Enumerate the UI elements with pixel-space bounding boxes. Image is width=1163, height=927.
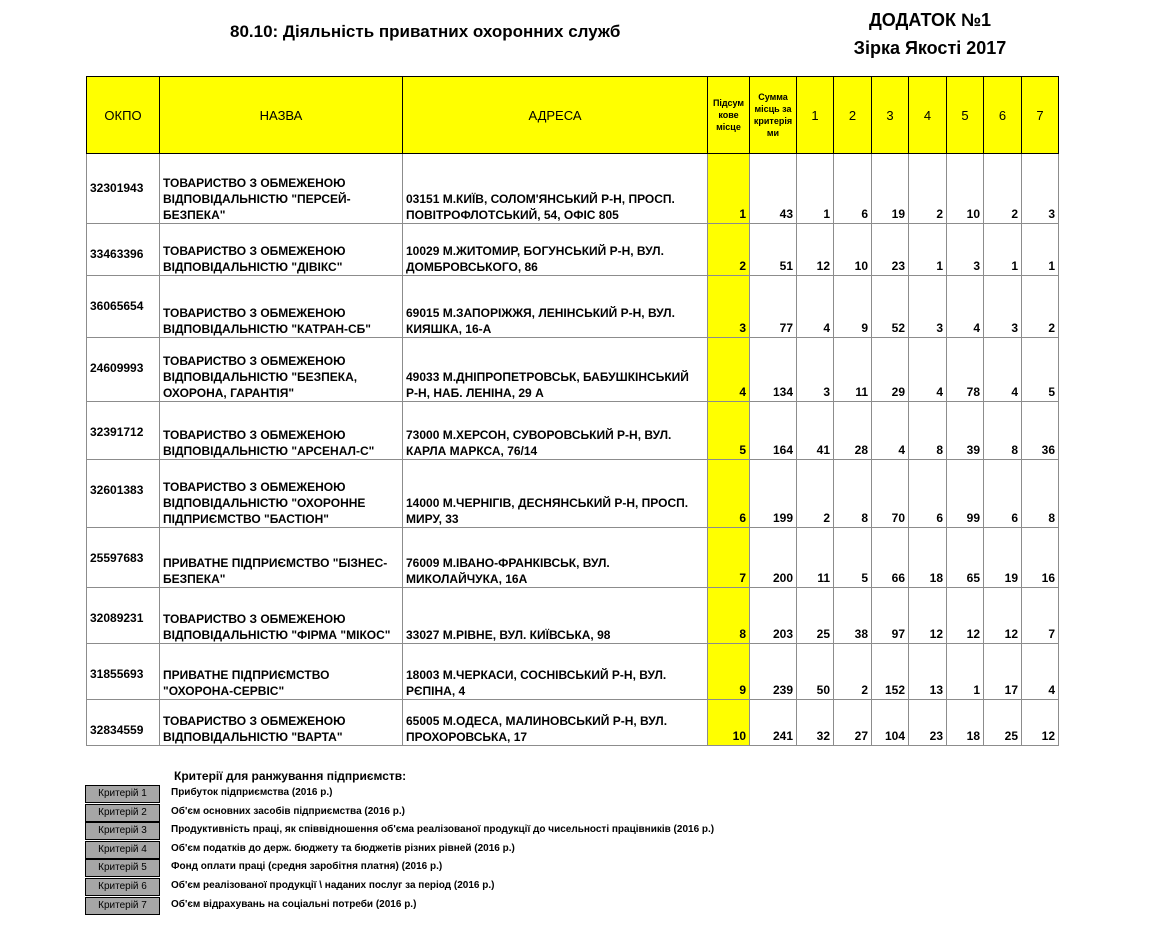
okpo-cell: 32391712 [87,402,160,460]
criterion-4-cell: 12 [909,588,947,644]
criterion-1-cell: 12 [797,224,834,276]
criterion-label: Критерій 4 [85,841,160,859]
okpo-cell: 31855693 [87,644,160,700]
criterion-1-cell: 32 [797,700,834,746]
okpo-cell: 25597683 [87,528,160,588]
criterion-description: Об'єм податків до держ. бюджету та бюджетів різних рівней (2016 р.) [171,842,515,854]
sum-of-places-cell: 241 [750,700,797,746]
criterion-2-cell: 11 [834,338,872,402]
criterion-4-cell: 6 [909,460,947,528]
header-criterion-7: 7 [1022,77,1059,154]
criterion-4-cell: 8 [909,402,947,460]
criterion-description: Об'єм основних засобів підприємства (2016 р.) [171,805,405,817]
header-criterion-6: 6 [984,77,1022,154]
header-final-rank: Підсум кове місце [708,77,750,154]
criterion-3-cell: 66 [872,528,909,588]
criterion-legend-item [85,878,1085,896]
header-name: НАЗВА [160,77,403,154]
criterion-3-cell: 19 [872,154,909,224]
criterion-2-cell: 8 [834,460,872,528]
final-rank-cell: 10 [708,700,750,746]
criterion-4-cell: 18 [909,528,947,588]
address-cell: 03151 М.КИЇВ, СОЛОМ'ЯНСЬКИЙ Р-Н, ПРОСП. ПОВІТРОФЛОТСЬКИЙ, 54, ОФІС 805 [403,154,708,224]
sum-of-places-cell: 239 [750,644,797,700]
company-name-cell: ТОВАРИСТВО З ОБМЕЖЕНОЮ ВІДПОВІДАЛЬНІСТЮ "ПЕРСЕЙ-БЕЗПЕКА" [160,154,403,224]
header-criterion-3: 3 [872,77,909,154]
address-cell: 33027 М.РІВНЕ, ВУЛ. КИЇВСЬКА, 98 [403,588,708,644]
address-cell: 65005 М.ОДЕСА, МАЛИНОВСЬКИЙ Р-Н, ВУЛ. ПРОХОРОВСЬКА, 17 [403,700,708,746]
criterion-3-cell: 104 [872,700,909,746]
criterion-3-cell: 52 [872,276,909,338]
criterion-5-cell: 1 [947,644,984,700]
header-sum-of-places: Сумма місць за критерія ми [750,77,797,154]
criterion-6-cell: 25 [984,700,1022,746]
criterion-5-cell: 10 [947,154,984,224]
final-rank-cell: 9 [708,644,750,700]
criterion-1-cell: 11 [797,528,834,588]
table-row [87,588,1059,644]
criterion-3-cell: 152 [872,644,909,700]
final-rank-cell: 8 [708,588,750,644]
criterion-2-cell: 38 [834,588,872,644]
criterion-description: Об'єм реалізованої продукції \ наданих послуг за період (2016 р.) [171,880,495,891]
criterion-legend-item [85,822,1085,840]
ranking-table [86,76,1059,746]
criterion-3-cell: 70 [872,460,909,528]
criterion-6-cell: 2 [984,154,1022,224]
criterion-6-cell: 8 [984,402,1022,460]
criterion-6-cell: 12 [984,588,1022,644]
address-cell: 76009 М.ІВАНО-ФРАНКІВСЬК, ВУЛ. МИКОЛАЙЧУКА, 16А [403,528,708,588]
final-rank-cell: 6 [708,460,750,528]
final-rank-cell: 4 [708,338,750,402]
criterion-6-cell: 19 [984,528,1022,588]
criterion-2-cell: 27 [834,700,872,746]
criterion-7-cell: 7 [1022,588,1059,644]
criterion-6-cell: 1 [984,224,1022,276]
criterion-2-cell: 6 [834,154,872,224]
criterion-description: Фонд оплати праці (средня заробітня платня) (2016 р.) [171,861,443,873]
table-header-row [87,77,1059,154]
criterion-2-cell: 9 [834,276,872,338]
criterion-2-cell: 28 [834,402,872,460]
criterion-1-cell: 25 [797,588,834,644]
criterion-1-cell: 50 [797,644,834,700]
criterion-label: Критерій 5 [85,859,160,877]
table-row [87,402,1059,460]
address-cell: 69015 М.ЗАПОРІЖЖЯ, ЛЕНІНСЬКИЙ Р-Н, ВУЛ. КИЯШКА, 16-А [403,276,708,338]
criterion-1-cell: 41 [797,402,834,460]
table-row [87,460,1059,528]
criterion-1-cell: 3 [797,338,834,402]
criterion-5-cell: 12 [947,588,984,644]
okpo-cell: 32601383 [87,460,160,528]
criterion-7-cell: 5 [1022,338,1059,402]
table-row [87,700,1059,746]
company-name-cell: ТОВАРИСТВО З ОБМЕЖЕНОЮ ВІДПОВІДАЛЬНІСТЮ "БЕЗПЕКА, ОХОРОНА, ГАРАНТІЯ" [160,338,403,402]
criterion-6-cell: 17 [984,644,1022,700]
header-criterion-4: 4 [909,77,947,154]
criterion-1-cell: 2 [797,460,834,528]
header-criterion-2: 2 [834,77,872,154]
company-name-cell: ТОВАРИСТВО З ОБМЕЖЕНОЮ ВІДПОВІДАЛЬНІСТЮ "ДІВІКС" [160,224,403,276]
sum-of-places-cell: 43 [750,154,797,224]
criterion-label: Критерій 7 [85,897,160,915]
table-row [87,644,1059,700]
criterion-4-cell: 2 [909,154,947,224]
criterion-6-cell: 3 [984,276,1022,338]
criterion-4-cell: 3 [909,276,947,338]
criterion-3-cell: 29 [872,338,909,402]
company-name-cell: ТОВАРИСТВО З ОБМЕЖЕНОЮ ВІДПОВІДАЛЬНІСТЮ "ВАРТА" [160,700,403,746]
criterion-label: Критерій 3 [85,822,160,840]
page-title: 80.10: Діяльність приватних охоронних служб [230,22,621,41]
criterion-5-cell: 78 [947,338,984,402]
criterion-5-cell: 65 [947,528,984,588]
criterion-2-cell: 10 [834,224,872,276]
criterion-3-cell: 4 [872,402,909,460]
annex-heading [820,6,1040,62]
final-rank-cell: 7 [708,528,750,588]
company-name-cell: ТОВАРИСТВО З ОБМЕЖЕНОЮ ВІДПОВІДАЛЬНІСТЮ "АРСЕНАЛ-С" [160,402,403,460]
criterion-5-cell: 3 [947,224,984,276]
criterion-7-cell: 16 [1022,528,1059,588]
criterion-4-cell: 4 [909,338,947,402]
criterion-7-cell: 4 [1022,644,1059,700]
criterion-7-cell: 3 [1022,154,1059,224]
criterion-label: Критерій 2 [85,804,160,822]
address-cell: 49033 М.ДНІПРОПЕТРОВСЬК, БАБУШКІНСЬКИЙ Р-Н, НАБ. ЛЕНІНА, 29 А [403,338,708,402]
header-address: АДРЕСА [403,77,708,154]
criterion-description: Продуктивність праці, як співвідношення об'єма реалізованої продукції до чисельності працівників (2016 р.) [171,824,715,836]
sum-of-places-cell: 134 [750,338,797,402]
criterion-3-cell: 23 [872,224,909,276]
criterion-description: Прибуток підприємства (2016 р.) [171,787,333,798]
okpo-cell: 32089231 [87,588,160,644]
company-name-cell: ТОВАРИСТВО З ОБМЕЖЕНОЮ ВІДПОВІДАЛЬНІСТЮ "ОХОРОННЕ ПІДПРИЄМСТВО "БАСТІОН" [160,460,403,528]
header-criterion-1: 1 [797,77,834,154]
annex-number: ДОДАТОК №1 [868,10,992,30]
table-row [87,338,1059,402]
criterion-5-cell: 18 [947,700,984,746]
criterion-2-cell: 5 [834,528,872,588]
criterion-label: Критерій 1 [85,785,160,803]
table-row [87,154,1059,224]
sum-of-places-cell: 203 [750,588,797,644]
criterion-7-cell: 1 [1022,224,1059,276]
criteria-title: Критерії для ранжування підприємств: [174,769,407,783]
table-row [87,224,1059,276]
company-name-cell: ПРИВАТНЕ ПІДПРИЄМСТВО "БІЗНЕС-БЕЗПЕКА" [160,528,403,588]
address-cell: 10029 М.ЖИТОМИР, БОГУНСЬКИЙ Р-Н, ВУЛ. ДОМБРОВСЬКОГО, 86 [403,224,708,276]
criterion-5-cell: 99 [947,460,984,528]
sum-of-places-cell: 51 [750,224,797,276]
company-name-cell: ПРИВАТНЕ ПІДПРИЄМСТВО "ОХОРОНА-СЕРВІС" [160,644,403,700]
sum-of-places-cell: 77 [750,276,797,338]
criterion-4-cell: 1 [909,224,947,276]
final-rank-cell: 2 [708,224,750,276]
criterion-5-cell: 4 [947,276,984,338]
table-row [87,276,1059,338]
criterion-2-cell: 2 [834,644,872,700]
company-name-cell: ТОВАРИСТВО З ОБМЕЖЕНОЮ ВІДПОВІДАЛЬНІСТЮ "КАТРАН-СБ" [160,276,403,338]
criterion-legend-item [85,897,1085,915]
address-cell: 73000 М.ХЕРСОН, СУВОРОВСЬКИЙ Р-Н, ВУЛ. КАРЛА МАРКСА, 76/14 [403,402,708,460]
okpo-cell: 32301943 [87,154,160,224]
okpo-cell: 24609993 [87,338,160,402]
sum-of-places-cell: 200 [750,528,797,588]
criterion-legend-item [85,804,1085,822]
final-rank-cell: 3 [708,276,750,338]
criterion-7-cell: 12 [1022,700,1059,746]
table-row [87,528,1059,588]
annex-subtitle: Зірка Якості 2017 [853,38,1007,58]
sum-of-places-cell: 199 [750,460,797,528]
address-cell: 14000 М.ЧЕРНІГІВ, ДЕСНЯНСЬКИЙ Р-Н, ПРОСП. МИРУ, 33 [403,460,708,528]
criterion-5-cell: 39 [947,402,984,460]
final-rank-cell: 1 [708,154,750,224]
header-okpo: ОКПО [87,77,160,154]
criterion-1-cell: 1 [797,154,834,224]
criterion-7-cell: 36 [1022,402,1059,460]
sum-of-places-cell: 164 [750,402,797,460]
criterion-legend-item [85,859,1085,877]
criterion-7-cell: 2 [1022,276,1059,338]
criterion-4-cell: 13 [909,644,947,700]
criterion-legend-item [85,841,1085,859]
criterion-label: Критерій 6 [85,878,160,896]
okpo-cell: 36065654 [87,276,160,338]
criterion-6-cell: 4 [984,338,1022,402]
okpo-cell: 33463396 [87,224,160,276]
address-cell: 18003 М.ЧЕРКАСИ, СОСНІВСЬКИЙ Р-Н, ВУЛ. РЄПІНА, 4 [403,644,708,700]
criterion-1-cell: 4 [797,276,834,338]
header-criterion-5: 5 [947,77,984,154]
okpo-cell: 32834559 [87,700,160,746]
criterion-7-cell: 8 [1022,460,1059,528]
criterion-description: Об'єм відрахувань на соціальні потреби (2016 р.) [171,898,417,910]
criterion-legend-item [85,785,1085,803]
criterion-3-cell: 97 [872,588,909,644]
criterion-6-cell: 6 [984,460,1022,528]
company-name-cell: ТОВАРИСТВО З ОБМЕЖЕНОЮ ВІДПОВІДАЛЬНІСТЮ "ФІРМА "МІКОС" [160,588,403,644]
criterion-4-cell: 23 [909,700,947,746]
final-rank-cell: 5 [708,402,750,460]
